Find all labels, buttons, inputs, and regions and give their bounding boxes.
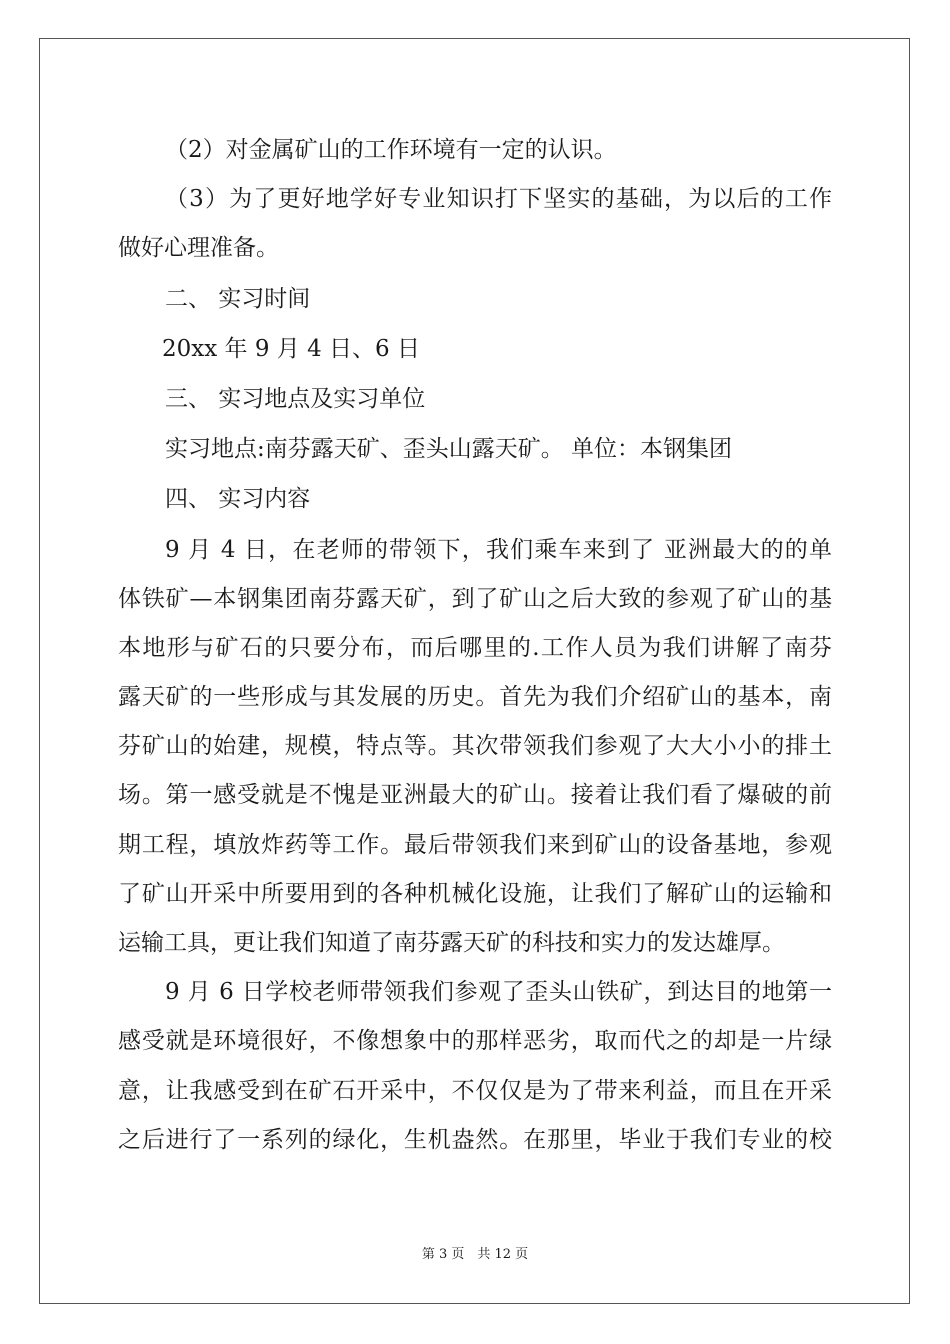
section-heading-content: 四、 实习内容 [165,486,311,512]
paragraph-line: 芬矿山的始建，规模，特点等。其次带领我们参观了大大小小的排土 [118,733,832,759]
section-heading-time: 二、 实习时间 [165,286,311,312]
page-number: 第 3 页 共 12 页 [421,1247,529,1262]
internship-date: 20xx 年 9 月 4 日、6 日 [162,336,420,362]
objective-item-3: （3）为了更好地学好专业知识打下坚实的基础，为以后的工作 [165,186,832,212]
objective-item-2: （2）对金属矿山的工作环境有一定的认识。 [165,137,617,163]
paragraph-line: 体铁矿—本钢集团南芬露天矿，到了矿山之后大致的参观了矿山的基 [118,586,832,612]
objective-item-3-cont: 做好心理准备。 [118,235,279,261]
paragraph-line: 期工程，填放炸药等工作。最后带领我们来到矿山的设备基地，参观 [118,832,832,858]
internship-location: 实习地点:南芬露天矿、歪头山露天矿。 单位：本钢集团 [165,436,733,462]
paragraph-line: 意，让我感受到在矿石开采中，不仅仅是为了带来利益，而且在开采 [118,1078,832,1104]
paragraph-line: 运输工具，更让我们知道了南芬露天矿的科技和实力的发达雄厚。 [118,930,785,956]
paragraph-line: 9 月 6 日学校老师带领我们参观了歪头山铁矿，到达目的地第一 [165,979,832,1005]
page-border [39,38,910,1304]
paragraph-line: 9 月 4 日，在老师的带领下，我们乘车来到了 亚洲最大的的单 [165,537,832,563]
paragraph-line: 了矿山开采中所要用到的各种机械化设施，让我们了解矿山的运输和 [118,881,832,907]
paragraph-line: 本地形与矿石的只要分布，而后哪里的.工作人员为我们讲解了南芬 [118,635,832,661]
section-heading-location: 三、 实习地点及实习单位 [165,386,426,412]
paragraph-line: 场。第一感受就是不愧是亚洲最大的矿山。接着让我们看了爆破的前 [118,782,832,808]
paragraph-line: 露天矿的一些形成与其发展的历史。首先为我们介绍矿山的基本，南 [118,684,832,710]
paragraph-line: 感受就是环境很好，不像想象中的那样恶劣，取而代之的却是一片绿 [118,1028,832,1054]
paragraph-line: 之后进行了一系列的绿化，生机盎然。在那里，毕业于我们专业的校 [118,1127,832,1153]
